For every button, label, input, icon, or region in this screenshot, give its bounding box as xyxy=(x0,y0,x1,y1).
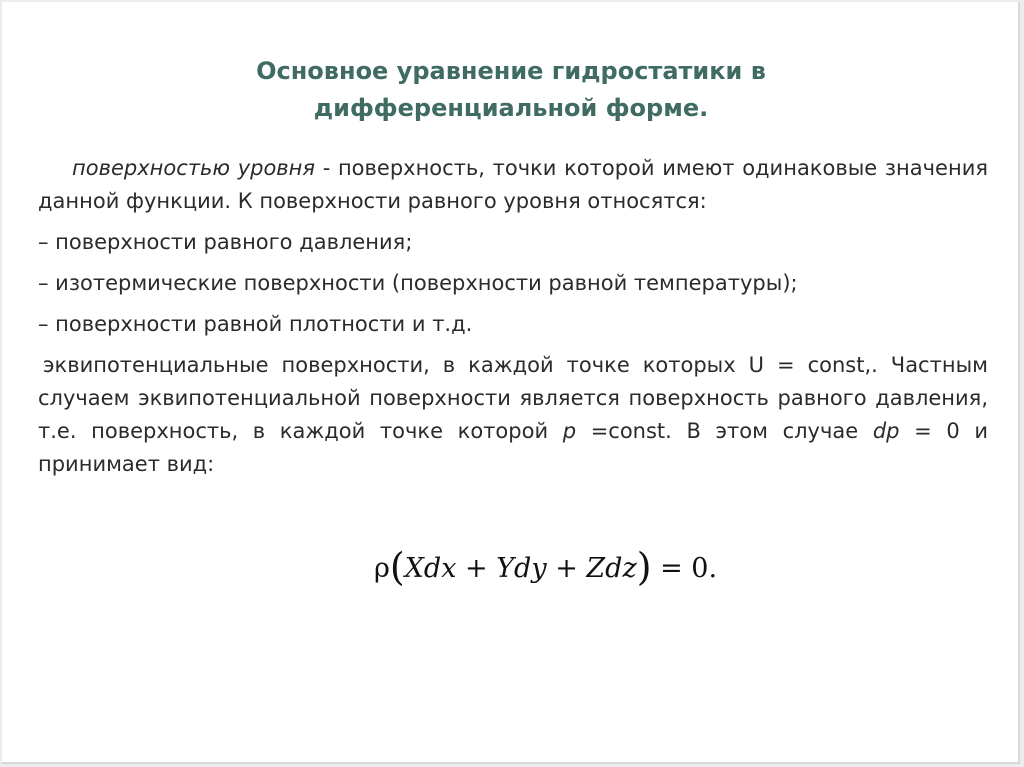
term-ydy: Ydy xyxy=(496,553,547,584)
hydrostatic-equation xyxy=(374,542,718,589)
title-line-2: дифференциальной форме. xyxy=(313,94,709,122)
equipotential-paragraph xyxy=(38,349,988,481)
dp-symbol: dp xyxy=(872,419,900,443)
definition-paragraph xyxy=(38,152,988,218)
plus-sign: + xyxy=(456,553,497,584)
equipotential-text-2: =const. В этом случае xyxy=(576,419,873,443)
plus-sign: + xyxy=(546,553,587,584)
term-level-surface: поверхностью уровня xyxy=(72,156,316,180)
body-text xyxy=(38,152,988,481)
close-paren: ) xyxy=(636,545,652,589)
title-line-1: Основное уравнение гидростатики в xyxy=(256,57,766,85)
term-zdz: Zdz xyxy=(586,553,637,584)
definition-text: - поверхность, точки которой имеют одинаковые значения данной функции. К поверхности равного уровня относятся: xyxy=(38,156,988,213)
open-paren: ( xyxy=(389,545,405,589)
equals-zero: = 0. xyxy=(651,553,718,584)
rho-symbol: ρ xyxy=(374,553,390,584)
p-symbol: p xyxy=(562,419,577,443)
list-item: – поверхности равной плотности и т.д. xyxy=(38,312,473,336)
slide xyxy=(2,2,1020,764)
term-xdx: Xdx xyxy=(404,553,457,584)
equipotential-text-1: эквипотенциальные поверхности, в каждой точке которых U = const,. Частным случаем эквипотенциальной поверхности является поверхность равного давления, т.е. поверхность, в каждой точке которой xyxy=(38,353,988,443)
list-item: – изотермические поверхности (поверхности равной температуры); xyxy=(38,271,798,295)
slide-title xyxy=(2,53,1020,127)
list-item: – поверхности равного давления; xyxy=(38,230,413,254)
equipotential-text-3: = 0 и принимает вид: xyxy=(38,419,988,476)
